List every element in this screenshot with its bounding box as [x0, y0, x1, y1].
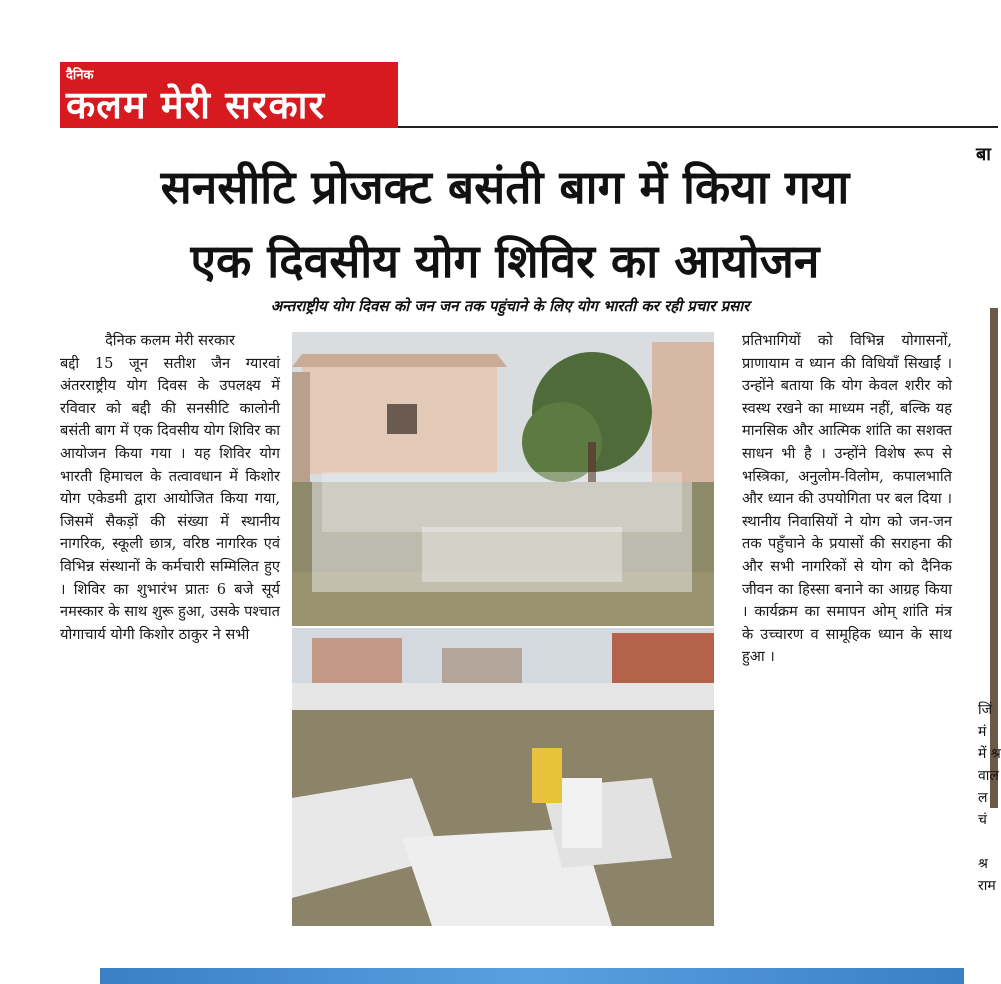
article-column-right — [742, 330, 952, 669]
article-text-left: बद्दी 15 जून सतीश जैन ग्यारवां अंतरराष्ट्रीय योग दिवस के उपलक्ष्य में रविवार को बद्दी की सनसीटि कालोनी बसंती बाग में एक दिवसीय योग शिविर का आयोजन किया गया । यह शिविर योग भारती हिमाचल के तत्वावधान में किशोर योग एकेडमी द्वारा आयोजित किया गया, जिसमें सैकड़ों की संख्या में स्थानीय नागरिक, स्कूली छात्र, वरिष्ठ नागरिक एवं विभिन्न संस्थानों के कर्मचारी सम्मिलित हुए । शिविर का शुभारंभ प्रातः 6 बजे सूर्य नमस्कार के साथ शुरू हुआ, उसके पश्चात योगाचार्य योगी किशोर ठाकुर ने सभी — [60, 354, 280, 643]
masthead — [60, 62, 398, 128]
adjacent-heading: बा — [976, 144, 991, 165]
masthead-rule — [398, 126, 998, 128]
article-column-left — [60, 330, 280, 646]
adjacent-fragment: में श्र — [978, 746, 1001, 762]
adjacent-fragment: श्र — [978, 856, 988, 872]
headline-line-1: सनसीटि प्रोजक्ट बसंती बाग में किया गया — [160, 160, 850, 214]
adjacent-fragment: जिं — [978, 702, 993, 718]
adjacent-fragment: राम — [978, 878, 996, 894]
adjacent-article-strip — [970, 128, 1001, 984]
group-photo — [292, 332, 714, 626]
adjacent-photo — [990, 308, 998, 808]
article-byline: दैनिक कलम मेरी सरकार — [105, 332, 235, 349]
adjacent-fragment: मं — [978, 724, 987, 740]
masthead-small-label: दैनिक — [66, 68, 94, 83]
masthead-title: कलम मेरी सरकार — [66, 83, 326, 127]
yoga-session-photo — [292, 628, 714, 926]
adjacent-fragment: वाल — [978, 768, 999, 784]
subheadline: अन्तराष्ट्रीय योग दिवस को जन जन तक पहुंचाने के लिए योग भारती कर रही प्रचार प्रसार — [270, 297, 750, 315]
article-text-right: प्रतिभागियों को विभिन्न योगासनों, प्राणायाम व ध्यान की विधियाँ सिखाईं । उन्होंने बताया कि योग केवल शरीर को स्वस्थ रखने का माध्यम नहीं, बल्कि यह मानसिक और आत्मिक शांति का सशक्त साधन भी है । उन्होंने विशेष रूप से भस्त्रिका, अनुलोम-विलोम, कपालभाति और ध्यान की उपयोगिता पर बल दिया । स्थानीय निवासियों ने योग को जन-जन तक पहुँचाने के प्रयासों की सराहना की और सभी नागरिकों से योग को दैनिक जीवन का हिस्सा बनाने का आग्रह किया । कार्यक्रम का समापन ओम् शांति मंत्र के उच्चारण व सामूहिक ध्यान के साथ हुआ । — [742, 332, 952, 666]
headline-line-2: एक दिवसीय योग शिविर का आयोजन — [190, 234, 820, 288]
bottom-ad-band — [100, 968, 964, 984]
adjacent-fragment: चं — [978, 812, 987, 828]
adjacent-fragment: ल — [978, 790, 988, 806]
